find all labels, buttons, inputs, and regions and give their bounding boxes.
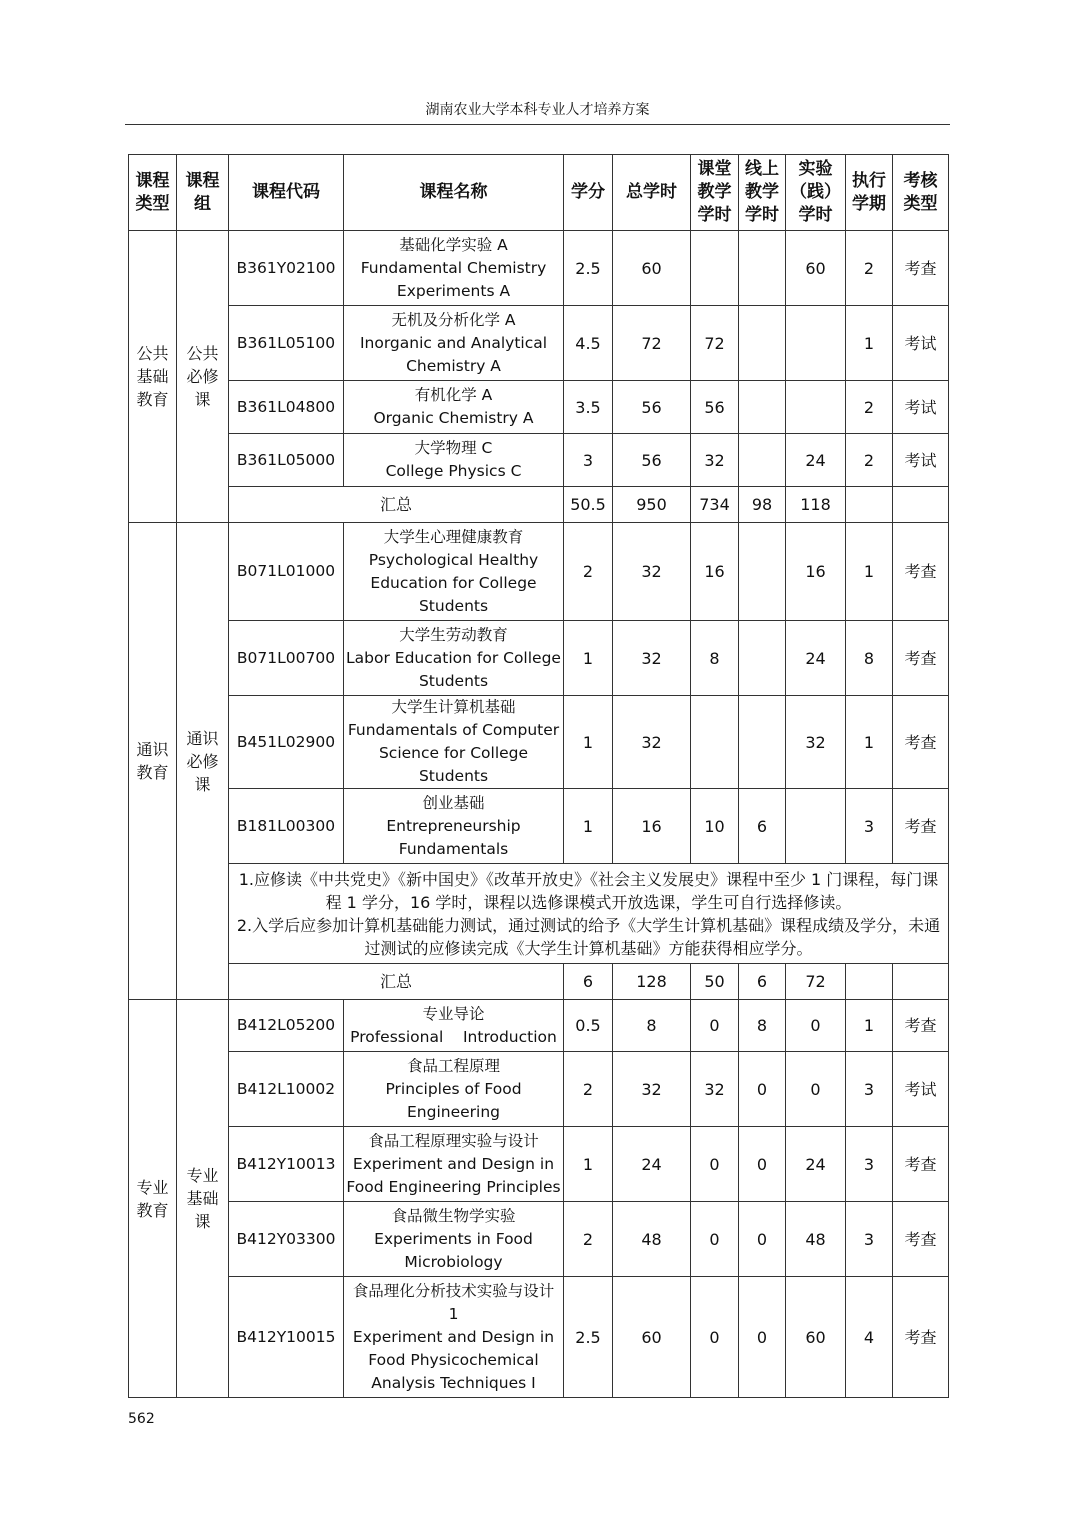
classroom-hours: 8 (691, 621, 739, 696)
classroom-hours: 32 (691, 1052, 739, 1127)
course-name (344, 1000, 564, 1052)
total-hours: 24 (613, 1127, 691, 1202)
classroom-hours: 0 (691, 1277, 739, 1398)
total-hours: 32 (613, 523, 691, 621)
classroom-hours: 0 (691, 1127, 739, 1202)
lab-hours: 24 (786, 434, 846, 487)
summary-label: 汇总 (229, 964, 564, 1000)
course-name-en: Organic Chemistry A (373, 409, 534, 427)
note-line-1: 1.应修读《中共党史》《新中国史》《改革开放史》《社会主义发展史》课程中至少 1 门课程，每门课程 1 学分，16 学时，课程以选修课模式开放选课，学生可自行选择修读。 (238, 869, 939, 912)
credit: 2 (564, 523, 613, 621)
classroom-hours (691, 696, 739, 789)
course-type-cell: 专业 教育 (129, 1000, 177, 1398)
total-hours: 48 (613, 1202, 691, 1277)
assessment: 考试 (893, 306, 949, 381)
course-name-cn: 食品微生物学实验 (391, 1206, 516, 1225)
lab-hours (786, 381, 846, 434)
course-name-en: Experiment and Design in Food Physicochemical Analysis Techniques Ⅰ (352, 1327, 560, 1392)
table-row (129, 789, 949, 864)
table-row (129, 1052, 949, 1127)
course-name-en: Psychological Healthy Education for College Students (368, 550, 544, 615)
credit: 1 (564, 1127, 613, 1202)
assessment: 考查 (893, 523, 949, 621)
course-type-cell: 公共 基础 教育 (129, 231, 177, 523)
term: 8 (846, 621, 893, 696)
course-code: B412Y03300 (229, 1202, 344, 1277)
section-note (229, 864, 949, 964)
course-name-en: Principles of Food Engineering (385, 1079, 527, 1121)
lab-hours: 60 (786, 231, 846, 306)
lab-hours: 0 (786, 1052, 846, 1127)
total-hours: 56 (613, 434, 691, 487)
assessment: 考查 (893, 231, 949, 306)
table-row (129, 1127, 949, 1202)
assessment: 考查 (893, 621, 949, 696)
course-code: B071L01000 (229, 523, 344, 621)
total-hours: 8 (613, 1000, 691, 1052)
page-header: 湖南农业大学本科专业人才培养方案 (125, 98, 950, 125)
col-header-course-group: 课程 组 (177, 155, 229, 231)
assessment: 考查 (893, 1202, 949, 1277)
course-name (344, 434, 564, 487)
online-hours (739, 621, 786, 696)
table-row (129, 1277, 949, 1398)
course-name-en: Inorganic and Analytical Chemistry A (359, 333, 552, 375)
course-code: B361L04800 (229, 381, 344, 434)
lab-hours (786, 789, 846, 864)
course-name-cn: 有机化学 A (414, 386, 493, 404)
total-hours: 56 (613, 381, 691, 434)
course-code: B451L02900 (229, 696, 344, 789)
lab-hours: 24 (786, 621, 846, 696)
lab-hours: 24 (786, 1127, 846, 1202)
term: 1 (846, 696, 893, 789)
col-header-code: 课程代码 (229, 155, 344, 231)
table-row (129, 306, 949, 381)
classroom-hours: 10 (691, 789, 739, 864)
course-name-en: Entrepreneurship Fundamentals (386, 816, 526, 858)
note-row (129, 864, 949, 964)
term: 1 (846, 306, 893, 381)
course-name (344, 621, 564, 696)
course-name-en: Fundamentals of Computer Science for College Students (347, 721, 565, 785)
classroom-hours: 0 (691, 1202, 739, 1277)
course-name-cn: 食品理化分析技术实验与设计 1 (352, 1281, 555, 1323)
course-code: B412L05200 (229, 1000, 344, 1052)
col-header-lab-hours: 实验 （践） 学时 (786, 155, 846, 231)
course-code: B412Y10015 (229, 1277, 344, 1398)
online-hours: 0 (739, 1202, 786, 1277)
table-row (129, 621, 949, 696)
summary-credit: 6 (564, 964, 613, 1000)
online-hours (739, 306, 786, 381)
online-hours (739, 231, 786, 306)
term: 2 (846, 434, 893, 487)
course-name-cn: 食品工程原理实验与设计 (368, 1131, 539, 1150)
term: 1 (846, 1000, 893, 1052)
course-name-cn: 大学生计算机基础 (391, 698, 516, 716)
lab-hours (786, 306, 846, 381)
summary-row (129, 487, 949, 523)
term: 3 (846, 1127, 893, 1202)
col-header-online-hours: 线上 教学 学时 (739, 155, 786, 231)
term: 1 (846, 523, 893, 621)
summary-assessment (893, 964, 949, 1000)
summary-total-hours: 128 (613, 964, 691, 1000)
total-hours: 72 (613, 306, 691, 381)
online-hours (739, 696, 786, 789)
course-group-cell: 专业 基础 课 (177, 1000, 229, 1398)
table-row (129, 231, 949, 306)
summary-term (846, 964, 893, 1000)
total-hours: 32 (613, 1052, 691, 1127)
summary-row (129, 964, 949, 1000)
course-type-cell: 通识 教育 (129, 523, 177, 1000)
credit: 2 (564, 1052, 613, 1127)
course-name-cn: 大学生心理健康教育 (383, 527, 524, 546)
course-name-cn: 大学物理 C (414, 439, 493, 457)
col-header-assessment: 考核 类型 (893, 155, 949, 231)
total-hours: 60 (613, 1277, 691, 1398)
course-name-cn: 无机及分析化学 A (391, 310, 516, 329)
course-name-en: Labor Education for College Students (346, 648, 566, 690)
summary-classroom-hours: 734 (691, 487, 739, 523)
term: 2 (846, 231, 893, 306)
total-hours: 32 (613, 696, 691, 789)
credit: 0.5 (564, 1000, 613, 1052)
page-number: 562 (128, 1411, 155, 1427)
credit: 4.5 (564, 306, 613, 381)
course-name (344, 381, 564, 434)
credit: 1 (564, 621, 613, 696)
credit: 3 (564, 434, 613, 487)
course-name-en: Experiments in Food Microbiology (374, 1229, 538, 1271)
course-name (344, 696, 564, 789)
credit: 2.5 (564, 1277, 613, 1398)
classroom-hours: 0 (691, 1000, 739, 1052)
course-code: B181L00300 (229, 789, 344, 864)
summary-classroom-hours: 50 (691, 964, 739, 1000)
table-row (129, 696, 949, 789)
summary-lab-hours: 72 (786, 964, 846, 1000)
course-code: B412Y10013 (229, 1127, 344, 1202)
term: 3 (846, 1202, 893, 1277)
course-code: B412L10002 (229, 1052, 344, 1127)
course-name-cn: 创业基础 (422, 793, 485, 812)
summary-term (846, 487, 893, 523)
col-header-classroom-hours: 课堂 教学 学时 (691, 155, 739, 231)
note-line-2: 2.入学后应参加计算机基础能力测试，通过测试的给予《大学生计算机基础》课程成绩及学分，未通过测试的应修读完成《大学生计算机基础》方能获得相应学分。 (236, 915, 941, 958)
total-hours: 60 (613, 231, 691, 306)
table-row (129, 1000, 949, 1052)
summary-online-hours: 6 (739, 964, 786, 1000)
credit: 2 (564, 1202, 613, 1277)
course-name (344, 789, 564, 864)
credit: 1 (564, 696, 613, 789)
term: 2 (846, 381, 893, 434)
col-header-credit: 学分 (564, 155, 613, 231)
online-hours: 0 (739, 1052, 786, 1127)
lab-hours: 48 (786, 1202, 846, 1277)
course-code: B361L05000 (229, 434, 344, 487)
credit: 3.5 (564, 381, 613, 434)
lab-hours: 32 (786, 696, 846, 789)
online-hours (739, 381, 786, 434)
summary-online-hours: 98 (739, 487, 786, 523)
term: 3 (846, 1052, 893, 1127)
assessment: 考查 (893, 1127, 949, 1202)
course-name-en: College Physics C (385, 462, 522, 480)
course-group-cell: 通识 必修 课 (177, 523, 229, 1000)
term: 4 (846, 1277, 893, 1398)
assessment: 考试 (893, 434, 949, 487)
lab-hours: 16 (786, 523, 846, 621)
credit: 2.5 (564, 231, 613, 306)
course-name-cn: 专业导论 (422, 1004, 485, 1023)
classroom-hours (691, 231, 739, 306)
course-name-en: Fundamental Chemistry Experiments A (360, 258, 552, 300)
course-name-en: Experiment and Design in Food Engineering Principles (346, 1154, 561, 1196)
online-hours: 6 (739, 789, 786, 864)
summary-credit: 50.5 (564, 487, 613, 523)
course-group-cell: 公共 必修 课 (177, 231, 229, 523)
classroom-hours: 16 (691, 523, 739, 621)
classroom-hours: 32 (691, 434, 739, 487)
course-name (344, 231, 564, 306)
term: 3 (846, 789, 893, 864)
online-hours (739, 434, 786, 487)
summary-total-hours: 950 (613, 487, 691, 523)
lab-hours: 60 (786, 1277, 846, 1398)
course-code: B071L00700 (229, 621, 344, 696)
table-row (129, 434, 949, 487)
online-hours (739, 523, 786, 621)
lab-hours: 0 (786, 1000, 846, 1052)
course-name (344, 523, 564, 621)
assessment: 考查 (893, 696, 949, 789)
total-hours: 32 (613, 621, 691, 696)
course-code: B361L05100 (229, 306, 344, 381)
course-name-cn: 大学生劳动教育 (399, 625, 508, 644)
assessment: 考查 (893, 1277, 949, 1398)
online-hours: 8 (739, 1000, 786, 1052)
curriculum-table (128, 154, 949, 1398)
course-name-en: Professional Introduction (350, 1027, 557, 1046)
course-name (344, 1127, 564, 1202)
table-row (129, 523, 949, 621)
summary-assessment (893, 487, 949, 523)
assessment: 考查 (893, 1000, 949, 1052)
assessment: 考查 (893, 789, 949, 864)
header-row (129, 155, 949, 231)
assessment: 考试 (893, 1052, 949, 1127)
classroom-hours: 56 (691, 381, 739, 434)
credit: 1 (564, 789, 613, 864)
assessment: 考试 (893, 381, 949, 434)
course-name (344, 1202, 564, 1277)
col-header-course-type: 课程 类型 (129, 155, 177, 231)
summary-label: 汇总 (229, 487, 564, 523)
summary-lab-hours: 118 (786, 487, 846, 523)
col-header-total-hours: 总学时 (613, 155, 691, 231)
total-hours: 16 (613, 789, 691, 864)
course-name (344, 1052, 564, 1127)
course-name-cn: 基础化学实验 A (399, 235, 508, 254)
online-hours: 0 (739, 1127, 786, 1202)
classroom-hours: 72 (691, 306, 739, 381)
course-name (344, 306, 564, 381)
table-row (129, 1202, 949, 1277)
course-name (344, 1277, 564, 1398)
col-header-term: 执行 学期 (846, 155, 893, 231)
course-name-cn: 食品工程原理 (406, 1056, 500, 1075)
table-row (129, 381, 949, 434)
online-hours: 0 (739, 1277, 786, 1398)
course-code: B361Y02100 (229, 231, 344, 306)
col-header-name: 课程名称 (344, 155, 564, 231)
